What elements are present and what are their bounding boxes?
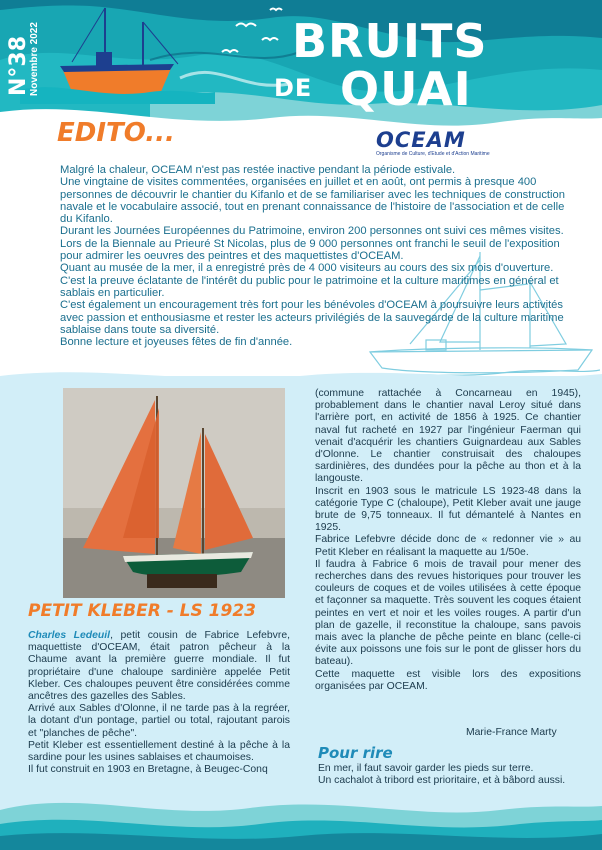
article-column-1: [28, 630, 290, 776]
article-paragraph: Fabrice Lefebvre décide donc de « redonner vie » au Petit Kleber en réalisant la maquette au 1/50e.: [315, 534, 581, 558]
edito-paragraph: Une vingtaine de visites commentées, organisées en juillet et en août, ont permis à presque 400 personnes de découvrir le chantier du Kifanlo et de se familiariser avec les techniques de construction navale et le vocabulaire associé, tout en prenant connaissance de l'histoire de l'association et de celle du Kifanlo.: [60, 176, 565, 226]
person-name: Charles Ledeuil: [28, 630, 111, 641]
edito-heading: EDITO...: [57, 118, 175, 148]
joke-line: En mer, il faut savoir garder les pieds sur terre.: [318, 763, 534, 774]
edito-paragraph: C'est également un encouragement très fort pour les bénévoles d'OCEAM à poursuivre leurs activités avec passion et enthousiasme et rester les acteurs privilégiés de la sauvegarde de la culture maritime sablaise dans toute sa diversité.: [60, 299, 564, 336]
edito-paragraph: Lors de la Biennale au Prieuré St Nicolas, plus de 9 000 personnes ont franchi le seuil de l'exposition pour admirer les oeuvres des peintres et des maquettistes d'OCEAM.: [60, 237, 560, 263]
pour-rire-heading: Pour rire: [318, 744, 393, 762]
article-paragraph: Arrivé aux Sables d'Olonne, il ne tarde pas à la regréer, la dotant d'un pontage, partiel ou total, rajoutant parois et "planches de pêche".: [28, 703, 290, 739]
article-title: PETIT KLEBER - LS 1923: [28, 601, 256, 621]
joke-line: Un cachalot à tribord est prioritaire, et à bâbord aussi.: [318, 775, 566, 787]
oceam-logo: [376, 129, 490, 157]
edito-paragraph: Durant les Journées Européennes du Patrimoine, environ 200 personnes ont suivi ces mêmes visites.: [60, 225, 564, 238]
edito-paragraph: Bonne lecture et joyeuses fêtes de fin d'année.: [60, 336, 293, 349]
title-quai: QUAI: [340, 62, 472, 116]
article-paragraph: Il fut construit en 1903 en Bretagne, à Beugec-Conq: [28, 764, 268, 776]
petit-kleber-model-image: [63, 388, 285, 598]
section-wave: [0, 364, 602, 388]
model-boat-photo: [63, 388, 285, 598]
article-paragraph: Il faudra à Fabrice 6 mois de travail pour mener des recherches dans des revues historiques pour trouver les couleurs de coques et de voiles utilisées à cette époque et façonner sa maquette. Très souvent les coques étaient peintes en vert et noir et les voiles rouges. A partir d'un plan de gazelle, il reconstitue la chaloupe, sans pavois mais avec la planche de pêche peinte en blanc (celle-ci évite aux poissons une fois sur le pont de glisser hors du bateau).: [315, 558, 581, 668]
logo-name: OCEAM: [376, 128, 466, 152]
masthead: [0, 0, 602, 130]
article-paragraph: Inscrit en 1903 sous le matricule LS 1923-48 dans la catégorie Type C (chaloupe), Petit Kleber avait une jauge brute de 9,75 tonneaux. Il fut démantelé à Nantes en 1925.: [315, 485, 581, 534]
edito-paragraph: C'est la preuve éclatante de l'intérêt du public pour le patrimoine et la culture maritimes en général et sablais en particulier.: [60, 274, 559, 299]
paragraph-text: , petit cousin de Fabrice Lefebvre, maquettiste d'OCEAM, était patron pêcheur à la Chaume avant la première guerre mondiale. Il fut propriétaire d'une chaloupe sardinière appelée Petit Kleber. Ces chaloupes peuvent être considérées comme ancêtres des gazelles des Sables.: [28, 630, 290, 703]
article-column-2: [315, 388, 581, 693]
article-paragraph: [28, 630, 290, 703]
edito-paragraph: Malgré la chaleur, OCEAM n'est pas restée inactive pendant la période estivale.: [60, 164, 456, 176]
title-bruits: BRUITS: [292, 14, 488, 68]
edito-paragraph: Quant au musée de la mer, il a enregistré près de 4 000 visiteurs au cours des six mois d'ouverture.: [60, 262, 554, 275]
issue-info: [6, 22, 40, 96]
article-paragraph: Petit Kleber est essentiellement destiné à la pêche à la sardine pour les usines sablaises et chaumoises.: [28, 739, 290, 764]
edito-text: [60, 164, 568, 348]
footer-waves: [0, 780, 602, 850]
issue-date: Novembre 2022: [29, 22, 40, 96]
logo-subtitle: Organisme de Culture, d'Etude et d'Action Maritime: [376, 151, 490, 157]
title-de: DE: [274, 74, 313, 102]
article-paragraph: (commune rattachée à Concarneau en 1945), probablement dans le chantier naval Leroy situé dans l'arrière port, en activité de 1856 à 1925. Ce chantier naval fut racheté en 1927 par l'ingénieur Faerman qui venait d'acquérir les chantiers Guignardeau aux Sables d'Olonne. Le chantier construisait des chaloupes sardinières, des dundées pour la pêche au thon et à la langouste.: [315, 388, 581, 485]
article-paragraph: Cette maquette est visible lors des expositions organisées par OCEAM.: [315, 668, 581, 692]
issue-number: N°38: [6, 35, 31, 96]
article-signature: Marie-France Marty: [466, 727, 557, 738]
